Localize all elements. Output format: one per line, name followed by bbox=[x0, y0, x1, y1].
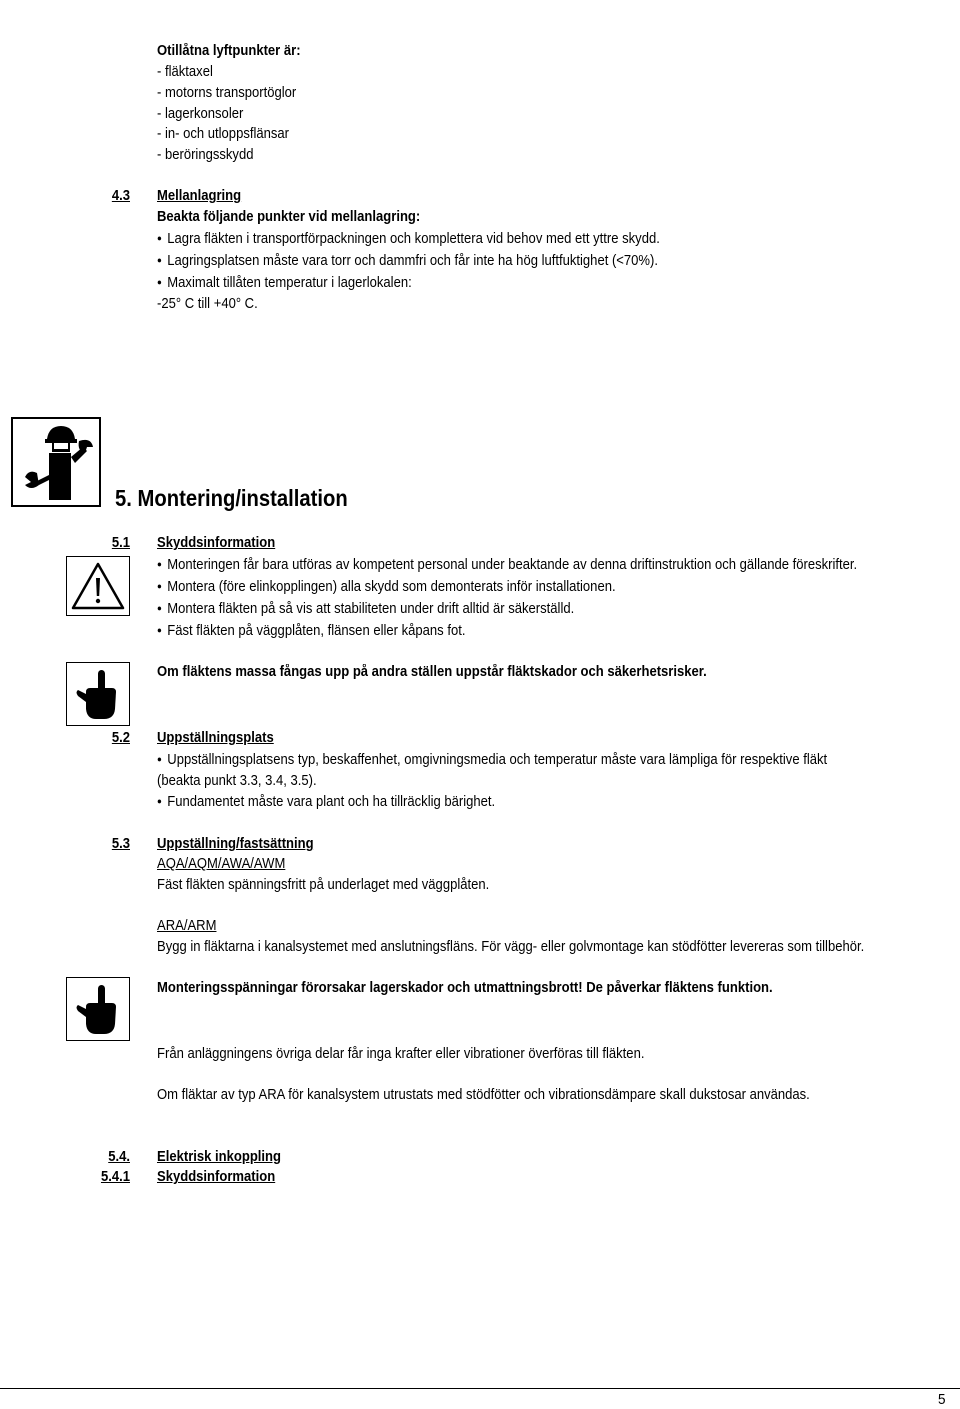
section-title-5-4: Elektrisk inkoppling bbox=[157, 1149, 282, 1165]
mass-warning: Om fläktens massa fångas upp på andra ställen uppstår fläktskador och säkerhetsrisker. bbox=[157, 664, 707, 680]
section-title-5-4-1: Skyddsinformation bbox=[157, 1169, 276, 1185]
footer-divider bbox=[0, 1388, 960, 1389]
protection-bullet: ● Monteringen får bara utföras av kompetent personal under beaktande av denna driftinstruktion och gällande föreskrifter. bbox=[157, 556, 857, 575]
section-number-5-3: 5.3 bbox=[111, 836, 130, 852]
page-number: 5 bbox=[938, 1391, 946, 1408]
pointing-hand-icon bbox=[66, 662, 130, 726]
mounting-text: Bygg in fläktarna i kanalsystemet med anslutningsfläns. För vägg- eller golvmontage kan stödfötter levereras som tillbehör. bbox=[157, 939, 865, 955]
warning-triangle-icon bbox=[66, 556, 130, 616]
mounting-text: Om fläktar av typ ARA för kanalsystem utrustats med stödfötter och vibrationsdämpare skall dukstosar användas. bbox=[157, 1087, 810, 1103]
mechanic-wrench-icon bbox=[11, 417, 101, 507]
section-number-4-3: 4.3 bbox=[111, 188, 130, 204]
intro-heading: Otillåtna lyftpunkter är: bbox=[157, 43, 301, 59]
intro-item: - motorns transportöglor bbox=[157, 85, 297, 101]
storage-bullet: ● Maximalt tillåten temperatur i lagerlokalen: bbox=[157, 274, 412, 293]
intro-item: - in- och utloppsflänsar bbox=[157, 126, 290, 142]
section-number-5-4: 5.4. bbox=[108, 1149, 130, 1165]
location-bullet-continuation: (beakta punkt 3.3, 3.4, 3.5). bbox=[157, 773, 317, 789]
section-title-5-2: Uppställningsplats bbox=[157, 730, 274, 746]
location-bullet: ● Uppställningsplatsens typ, beskaffenhet, omgivningsmedia och temperatur måste vara lämpliga för respektive fläkt bbox=[157, 751, 827, 770]
section-number-5-2: 5.2 bbox=[111, 730, 130, 746]
stress-warning: Monteringsspänningar förorsakar lagerskador och utmattningsbrott! De påverkar fläktens funktion. bbox=[157, 980, 773, 996]
intro-item: - lagerkonsoler bbox=[157, 106, 244, 122]
mounting-text: Från anläggningens övriga delar får inga krafter eller vibrationer överföras till fläkten. bbox=[157, 1046, 645, 1062]
section-title-5-1: Skyddsinformation bbox=[157, 535, 276, 551]
protection-bullet: ● Fäst fläkten på väggplåten, flänsen eller kåpans fot. bbox=[157, 622, 465, 641]
intro-item: - beröringsskydd bbox=[157, 147, 254, 163]
storage-bullet: ● Lagringsplatsen måste vara torr och dammfri och får inte ha hög luftfuktighet (<70%). bbox=[157, 252, 658, 271]
intro-item: - fläktaxel bbox=[157, 64, 213, 80]
storage-temperature: -25° C till +40° C. bbox=[157, 296, 258, 312]
storage-subheading: Beakta följande punkter vid mellanlagring: bbox=[157, 209, 421, 225]
section-number-5-1: 5.1 bbox=[111, 535, 130, 551]
section-title-4-3: Mellanlagring bbox=[157, 188, 242, 204]
section-number-5-4-1: 5.4.1 bbox=[100, 1169, 130, 1185]
location-bullet: ● Fundamentet måste vara plant och ha tillräcklig bärighet. bbox=[157, 793, 495, 812]
chapter-heading-5: 5. Montering/installation bbox=[115, 485, 348, 511]
protection-bullet: ● Montera (före elinkopplingen) alla skydd som demonterats inför installationen. bbox=[157, 578, 616, 597]
pointing-hand-icon bbox=[66, 977, 130, 1041]
storage-bullet: ● Lagra fläkten i transportförpackningen och komplettera vid behov med ett yttre skydd. bbox=[157, 230, 660, 249]
model-group-heading: AQA/AQM/AWA/AWM bbox=[157, 856, 286, 872]
section-title-5-3: Uppställning/fastsättning bbox=[157, 836, 314, 852]
mounting-text: Fäst fläkten spänningsfritt på underlaget med väggplåten. bbox=[157, 877, 490, 893]
protection-bullet: ● Montera fläkten på så vis att stabiliteten under drift alltid är säkerställd. bbox=[157, 600, 574, 619]
model-group-heading: ARA/ARM bbox=[157, 918, 217, 934]
